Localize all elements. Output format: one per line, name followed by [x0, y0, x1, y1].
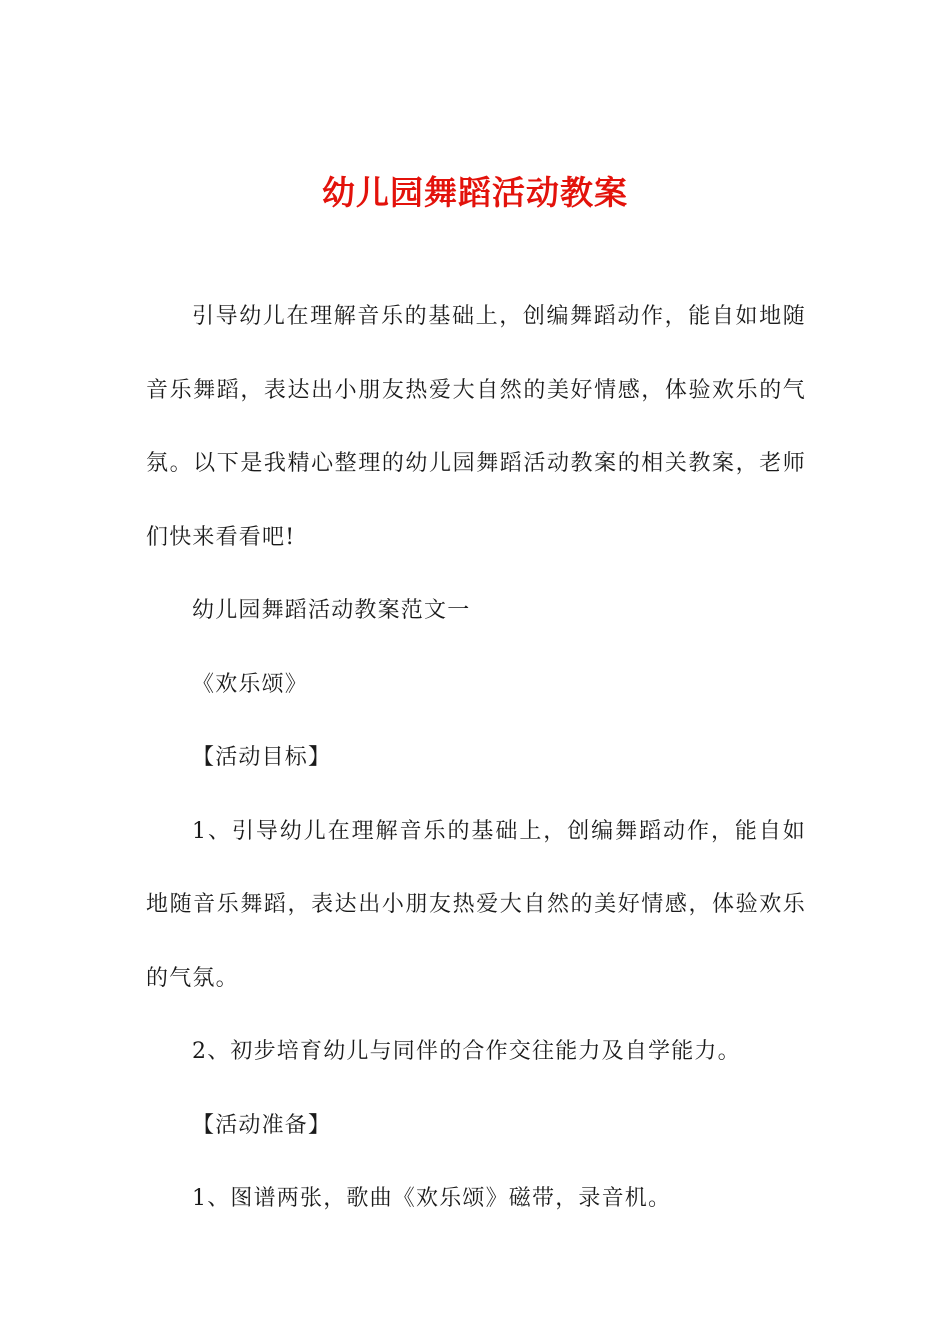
activity-preparation-heading: 【活动准备】 [192, 1112, 332, 1138]
intro-paragraph: 引导幼儿在理解音乐的基础上，创编舞蹈动作，能自如地随音乐舞蹈，表达出小朋友热爱大自然的美好情感，体验欢乐的气氛。以下是我精心整理的幼儿园舞蹈活动教案的相关教案，老师们快来看看吧! [146, 304, 806, 550]
document-title: 幼儿园舞蹈活动教案 [322, 173, 628, 213]
goal-item-2: 2、初步培育幼儿与同伴的合作交往能力及自学能力。 [192, 1039, 741, 1064]
section-heading-sample-one: 幼儿园舞蹈活动教案范文一 [192, 598, 471, 623]
song-title: 《欢乐颂》 [192, 671, 309, 697]
goal-item-1: 1、引导幼儿在理解音乐的基础上，创编舞蹈动作，能自如地随音乐舞蹈，表达出小朋友热爱大自然的美好情感，体验欢乐的气氛。 [146, 818, 806, 991]
activity-goals-heading: 【活动目标】 [192, 745, 332, 770]
preparation-item-1: 1、图谱两张，歌曲《欢乐颂》磁带，录音机。 [192, 1186, 672, 1211]
document-body [146, 280, 806, 1236]
